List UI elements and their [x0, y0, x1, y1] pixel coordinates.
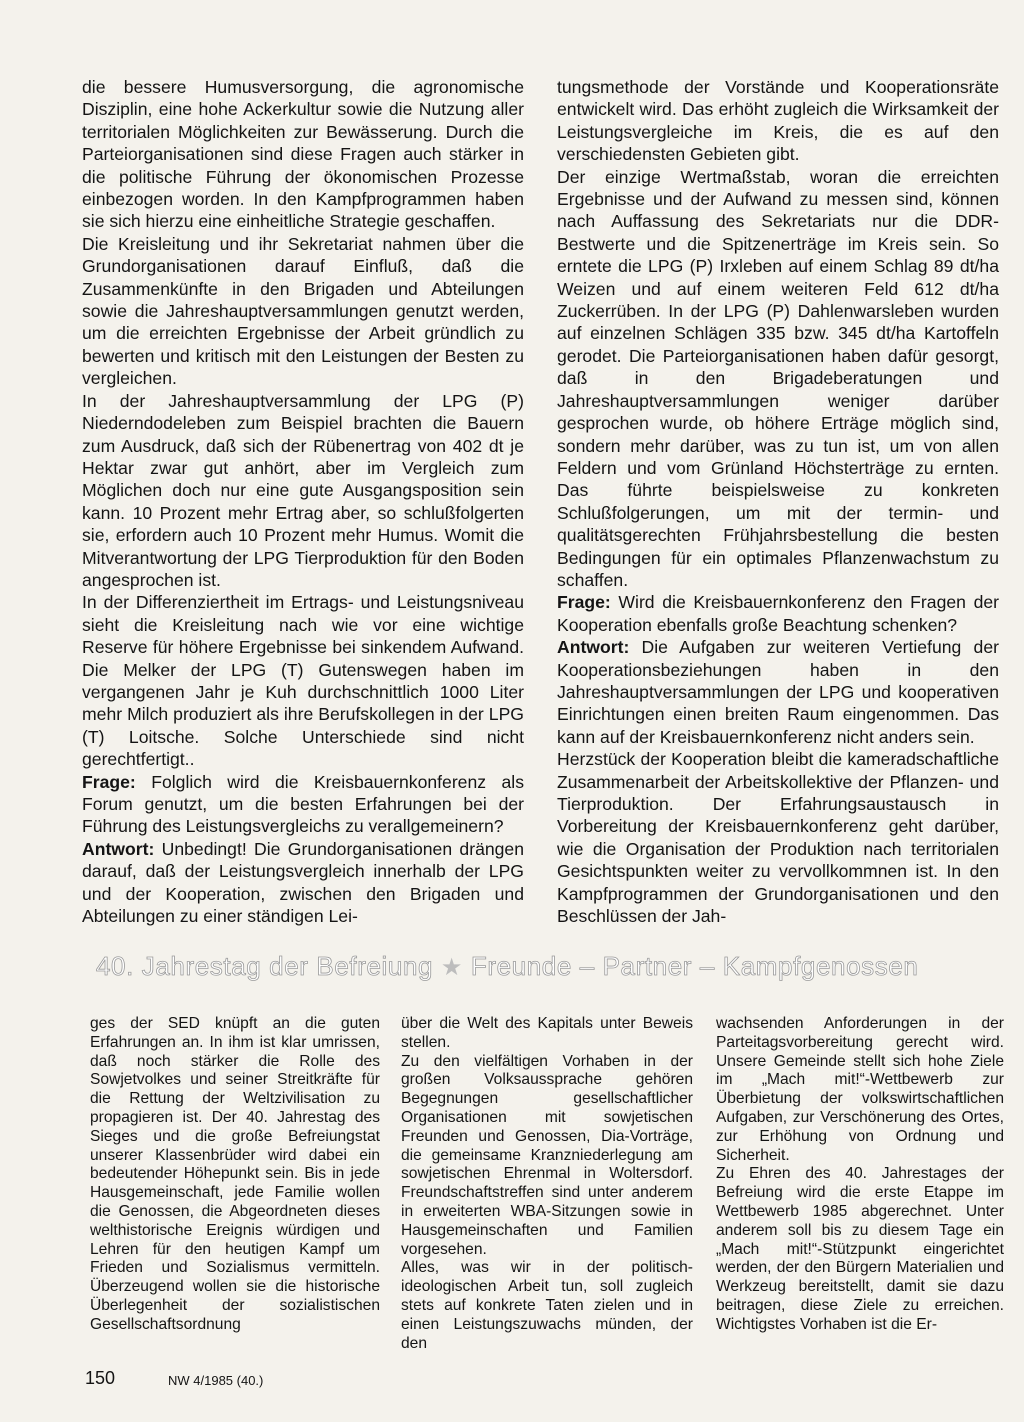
answer-text: Die Aufgaben zur weiteren Vertiefung der Kooperationsbeziehungen haben in den Jahreshauptversammlungen der LPG und kooperativen Einrichtungen einen breiten Raum eingenommen. Das kann auf der Kreisbauernkonferenz nicht anders sein.: [557, 637, 999, 747]
answer-paragraph: [557, 636, 999, 748]
article-column-top-right: [557, 76, 999, 927]
question-label: Frage:: [82, 771, 136, 792]
article-column-bottom-1: [90, 1015, 380, 1335]
article-column-top-left: [82, 76, 524, 927]
paragraph: In der Differenziertheit im Ertrags- und Leistungsniveau sieht die Kreisleitung nach wie vor eine wichtige Reserve für höhere Ergebnisse bei sinkendem Aufwand. Die Melker der LPG (T) Gutenswegen haben im vergangenen Jahr je Kuh durchschnittlich 1000 Liter mehr Milch produziert als ihre Berufskollegen in der LPG (T) Loitsche. Solche Unterschiede sind nicht gerechtfertigt..: [82, 592, 524, 770]
question-text: Wird die Kreisbauernkonferenz den Fragen der Kooperation ebenfalls große Beachtung schenken?: [557, 592, 999, 635]
answer-label: Antwort:: [557, 637, 630, 658]
question-paragraph: [557, 591, 999, 636]
article-column-bottom-3: [716, 1015, 1004, 1335]
paragraph: Die Kreisleitung und ihr Sekretariat nahmen über die Grundorganisationen darauf Einfluß, daß die Zusammenkünfte in den Brigaden und Abteilungen sowie die Jahreshauptversammlungen genutzt werden, um die erreichten Ergebnisse der Arbeit gründlich zu bewerten und kritisch mit den Leistungen der Besten zu vergleichen.: [82, 233, 524, 389]
answer-text: Unbedingt! Die Grundorganisationen drängen darauf, daß der Leistungsvergleich innerhalb der LPG und der Kooperation, zwischen den Brigaden und Abteilungen zu einer ständigen Lei-: [82, 838, 524, 927]
paragraph: tungsmethode der Vorstände und Kooperationsräte entwickelt wird. Das erhöht zugleich die Wirksamkeit der Leistungsvergleiche im Kreis, die es auf den verschiedensten Gebieten gibt.: [557, 77, 999, 165]
paragraph: Der einzige Wertmaßstab, woran die erreichten Ergebnisse und der Aufwand zu messen sind, können nach Auffassung des Sekretariats nur die DDR-Bestwerte und die Spitzenerträge im Kreis sein. So erntete die LPG (P) Irxleben auf einem Schlag 89 dt/ha Weizen und auf einem weiteren Feld 612 dt/ha Zuckerrüben. In der LPG (P) Dahlenwarsleben wurden auf einzelnen Schlägen 335 bzw. 345 dt/ha Kartoffeln gerodet. Die Parteiorganisationen haben dafür gesorgt, daß in den Brigadeberatungen und Jahreshauptversammlungen weniger darüber gesprochen wurde, ob höhere Erträge möglich sind, sondern mehr darüber, was zu tun ist, um von allen Feldern und vom Grünland Höchsterträge zu ernten. Das führte beispielsweise zu konkreten Schlußfolgerungen, um mit der termin- und qualitätsgerechten Frühjahrsbestellung die besten Bedingungen für ein optimales Pflanzenwachstum zu schaffen.: [557, 166, 999, 590]
paragraph: In der Jahreshauptversammlung der LPG (P) Niederndodeleben zum Beispiel brachten die Bauern zum Ausdruck, daß sich der Rübenertrag von 402 dt je Hektar zwar gut anhört, aber im Vergleich zum Möglichen doch nur eine gute Ausgangsposition sein kann. 10 Prozent mehr Ertrag aber, so schlußfolgerten sie, erfordern auch 10 Prozent mehr Humus. Womit die Mitverantwortung der LPG Tierproduktion für den Boden angesprochen ist.: [82, 390, 524, 590]
paragraph: Herzstück der Kooperation bleibt die kameradschaftliche Zusammenarbeit der Arbeitskollektive der Pflanzen- und Tierproduktion. Der Erfahrungsaustausch in Vorbereitung der Kreisbauernkonferenz geht darüber, wie die Organisation der Produktion nach territorialen Gesichtspunkten weiter zu vervollkommnen ist. In den Kampfprogrammen der Grundorganisationen und den Beschlüssen der Jah-: [557, 749, 999, 927]
article-column-bottom-2: [401, 1015, 693, 1353]
section-banner: [96, 950, 1002, 984]
issue-reference: NW 4/1985 (40.): [168, 1373, 264, 1388]
question-paragraph: [82, 771, 524, 838]
banner-right-text: Freunde – Partner – Kampfgenossen: [470, 951, 919, 981]
paragraph: über die Welt des Kapitals unter Beweis stellen.: [401, 1015, 693, 1051]
answer-paragraph: [82, 838, 524, 928]
paragraph: Alles, was wir in der politisch-ideologischen Arbeit tun, soll zugleich stets auf konkrete Taten zielen und in einen Leistungszuwachs münden, der den: [401, 1259, 693, 1352]
banner-left-text: 40. Jahrestag der Befreiung: [96, 951, 434, 981]
answer-label: Antwort:: [82, 838, 155, 859]
paragraph: wachsenden Anforderungen in der Parteitagsvorbereitung gerecht wird. Unsere Gemeinde stellt sich hohe Ziele im „Mach mit!“-Wettbewerb zur Überbietung der volkswirtschaftlichen Aufgaben, zur Verschönerung des Ortes, zur Erhöhung von Ordnung und Sicherheit.: [716, 1015, 1004, 1164]
paragraph: Zu Ehren des 40. Jahrestages der Befreiung wird die erste Etappe im Wettbewerb 1985 abgerechnet. Unter anderem soll bis zu diesem Tage ein „Mach mit!“-Stützpunkt eingerichtet werden, der den Bürgern Materialien und Werkzeug bereitstellt, damit sie dazu beitragen, diese Ziele zu erreichen. Wichtigstes Vorhaben ist die Er-: [716, 1165, 1004, 1333]
star-icon: ★: [440, 954, 464, 981]
question-label: Frage:: [557, 592, 611, 613]
question-text: Folglich wird die Kreisbauernkonferenz als Forum genutzt, um die besten Erfahrungen bei der Führung des Leistungsvergleichs zu verallgemeinern?: [82, 771, 524, 837]
paragraph: Zu den vielfältigen Vorhaben in der großen Volksaussprache gehören Begegnungen gesellschaftlicher Organisationen mit sowjetischen Freunden und Genossen, Dia-Vorträge, die gemeinsame Kranzniederlegung am sowjetischen Ehrenmal in Woltersdorf. Freundschaftstreffen sind unter anderem in erweiterten WBA-Sitzungen sowie in Hausgemeinschaften und Familien vorgesehen.: [401, 1052, 693, 1258]
paragraph: die bessere Humusversorgung, die agronomische Disziplin, eine hohe Ackerkultur sowie die Nutzung aller territorialen Möglichkeiten zur Bewässerung. Durch die Parteiorganisationen sind diese Fragen auch stärker in die politische Führung der ökonomischen Prozesse einbezogen worden. In den Kampfprogrammen haben sie sich hierzu eine einheitliche Strategie geschaffen.: [82, 77, 524, 232]
paragraph: ges der SED knüpft an die guten Erfahrungen an. In ihm ist klar umrissen, daß noch stärker die Rolle des Sowjetvolkes und seiner Streitkräfte für die Rettung der Weltzivilisation zu propagieren ist. Der 40. Jahrestag des Sieges und die große Befreiungstat unserer Klassenbrüder wird dabei ein bedeutender Höhepunkt sein. Bis in jede Hausgemeinschaft, jede Familie wollen die Genossen, die Abgeordneten dieses welthistorische Ereignis würdigen und Lehren für den heutigen Kampf um Frieden und Sozialismus vermitteln. Überzeugend wollen sie die historische Überlegenheit der sozialistischen Gesellschaftsordnung: [90, 1015, 380, 1333]
page-number: 150: [85, 1368, 116, 1388]
